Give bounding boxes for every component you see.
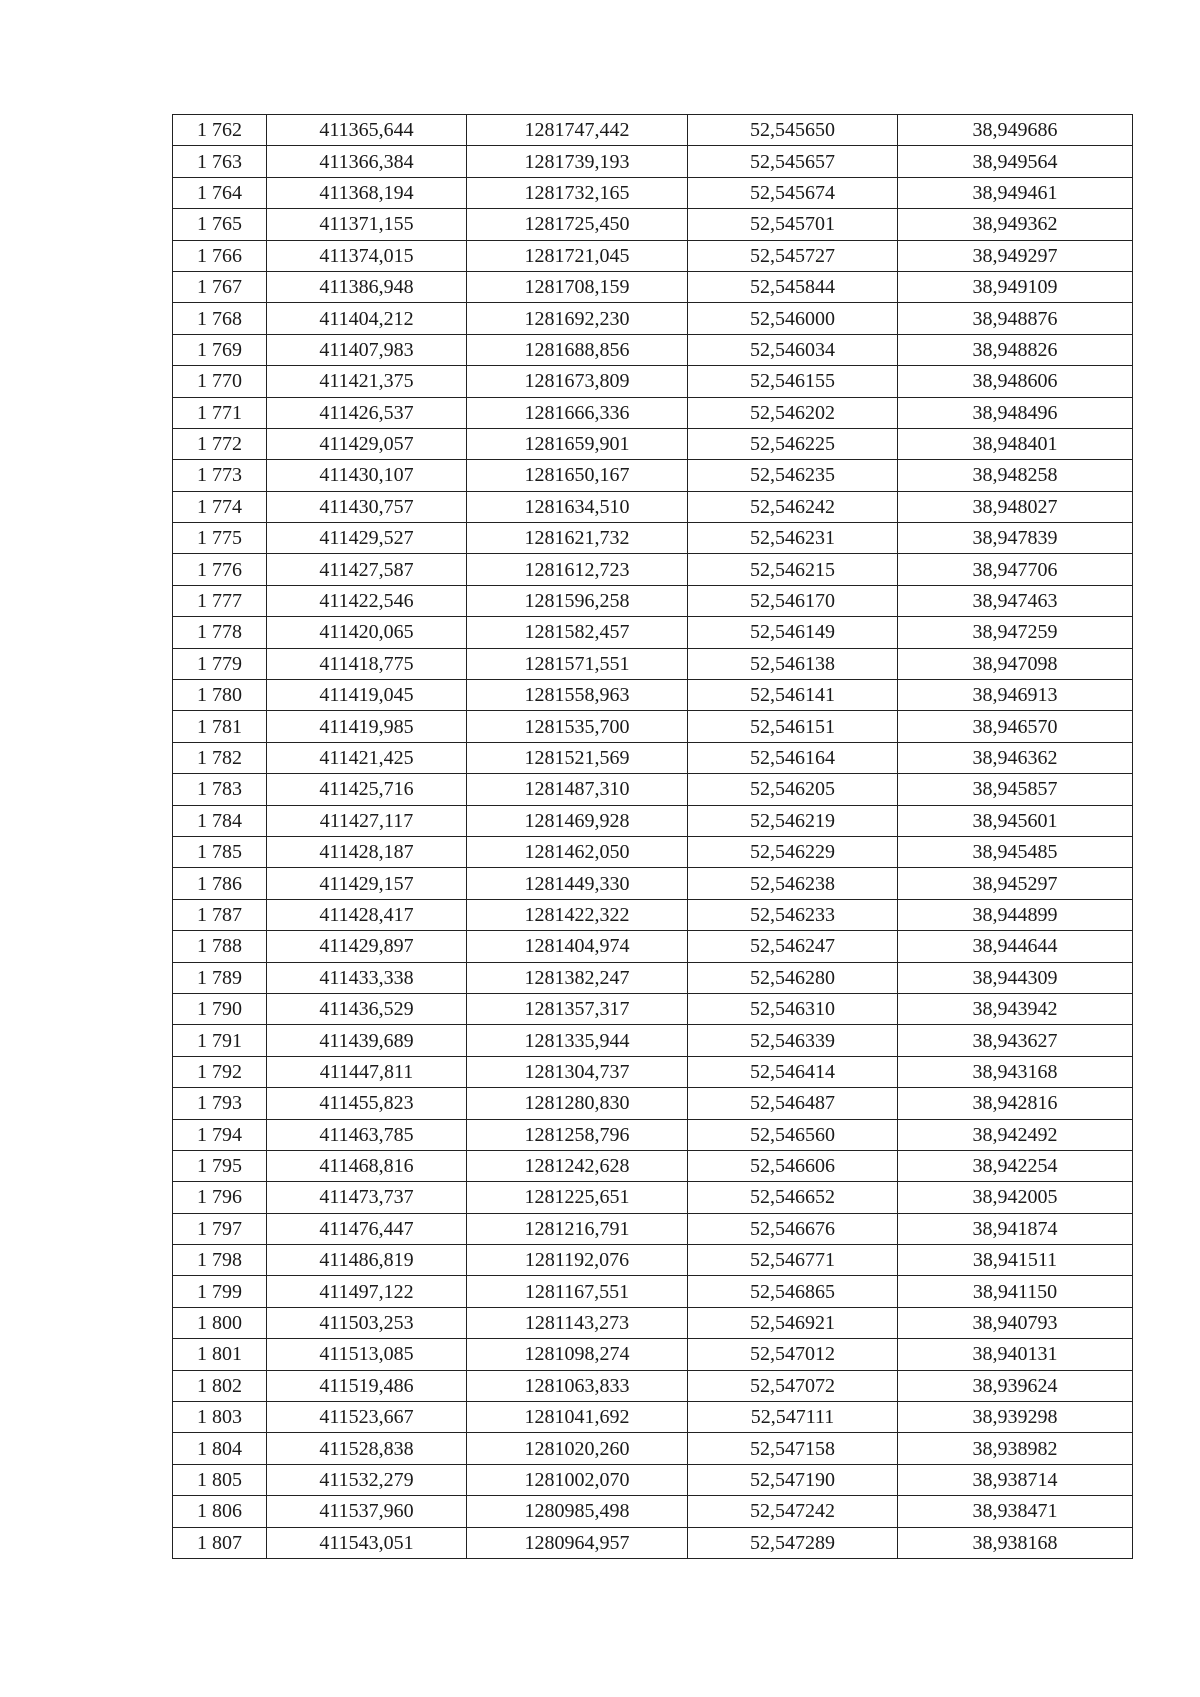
y-coordinate-cell: 1280985,498 <box>467 1496 688 1527</box>
table-row <box>173 1339 1133 1370</box>
table-row <box>173 366 1133 397</box>
coordinates-table-body <box>173 115 1133 1559</box>
x-coordinate-cell: 411436,529 <box>267 993 467 1024</box>
x-coordinate-cell: 411468,816 <box>267 1150 467 1181</box>
table-row <box>173 585 1133 616</box>
latitude-cell: 52,546487 <box>688 1088 898 1119</box>
y-coordinate-cell: 1281020,260 <box>467 1433 688 1464</box>
y-coordinate-cell: 1281216,791 <box>467 1213 688 1244</box>
x-coordinate-cell: 411519,486 <box>267 1370 467 1401</box>
x-coordinate-cell: 411429,897 <box>267 931 467 962</box>
x-coordinate-cell: 411532,279 <box>267 1464 467 1495</box>
longitude-cell: 38,947098 <box>898 648 1133 679</box>
table-row <box>173 648 1133 679</box>
longitude-cell: 38,942816 <box>898 1088 1133 1119</box>
table-row <box>173 1182 1133 1213</box>
y-coordinate-cell: 1281732,165 <box>467 177 688 208</box>
point-number-cell: 1 806 <box>173 1496 267 1527</box>
y-coordinate-cell: 1281192,076 <box>467 1245 688 1276</box>
longitude-cell: 38,942492 <box>898 1119 1133 1150</box>
longitude-cell: 38,945485 <box>898 836 1133 867</box>
x-coordinate-cell: 411473,737 <box>267 1182 467 1213</box>
latitude-cell: 52,546170 <box>688 585 898 616</box>
y-coordinate-cell: 1281708,159 <box>467 271 688 302</box>
y-coordinate-cell: 1281688,856 <box>467 334 688 365</box>
latitude-cell: 52,546225 <box>688 428 898 459</box>
point-number-cell: 1 777 <box>173 585 267 616</box>
x-coordinate-cell: 411463,785 <box>267 1119 467 1150</box>
point-number-cell: 1 797 <box>173 1213 267 1244</box>
table-row <box>173 1056 1133 1087</box>
table-row <box>173 1496 1133 1527</box>
longitude-cell: 38,941511 <box>898 1245 1133 1276</box>
x-coordinate-cell: 411433,338 <box>267 962 467 993</box>
x-coordinate-cell: 411447,811 <box>267 1056 467 1087</box>
point-number-cell: 1 765 <box>173 209 267 240</box>
point-number-cell: 1 774 <box>173 491 267 522</box>
latitude-cell: 52,545701 <box>688 209 898 240</box>
point-number-cell: 1 800 <box>173 1307 267 1338</box>
x-coordinate-cell: 411427,587 <box>267 554 467 585</box>
x-coordinate-cell: 411537,960 <box>267 1496 467 1527</box>
y-coordinate-cell: 1281041,692 <box>467 1402 688 1433</box>
table-row <box>173 899 1133 930</box>
table-row <box>173 1464 1133 1495</box>
latitude-cell: 52,546000 <box>688 303 898 334</box>
longitude-cell: 38,948027 <box>898 491 1133 522</box>
table-row <box>173 334 1133 365</box>
point-number-cell: 1 770 <box>173 366 267 397</box>
point-number-cell: 1 768 <box>173 303 267 334</box>
x-coordinate-cell: 411386,948 <box>267 271 467 302</box>
point-number-cell: 1 764 <box>173 177 267 208</box>
longitude-cell: 38,946362 <box>898 742 1133 773</box>
x-coordinate-cell: 411513,085 <box>267 1339 467 1370</box>
point-number-cell: 1 776 <box>173 554 267 585</box>
table-row <box>173 1213 1133 1244</box>
longitude-cell: 38,948496 <box>898 397 1133 428</box>
table-row <box>173 1527 1133 1558</box>
point-number-cell: 1 782 <box>173 742 267 773</box>
longitude-cell: 38,945857 <box>898 774 1133 805</box>
point-number-cell: 1 785 <box>173 836 267 867</box>
table-row <box>173 271 1133 302</box>
y-coordinate-cell: 1281666,336 <box>467 397 688 428</box>
point-number-cell: 1 775 <box>173 523 267 554</box>
point-number-cell: 1 791 <box>173 1025 267 1056</box>
longitude-cell: 38,944309 <box>898 962 1133 993</box>
latitude-cell: 52,547242 <box>688 1496 898 1527</box>
x-coordinate-cell: 411486,819 <box>267 1245 467 1276</box>
table-row <box>173 1245 1133 1276</box>
x-coordinate-cell: 411428,187 <box>267 836 467 867</box>
x-coordinate-cell: 411503,253 <box>267 1307 467 1338</box>
longitude-cell: 38,943942 <box>898 993 1133 1024</box>
table-row <box>173 836 1133 867</box>
latitude-cell: 52,546414 <box>688 1056 898 1087</box>
latitude-cell: 52,546921 <box>688 1307 898 1338</box>
longitude-cell: 38,949109 <box>898 271 1133 302</box>
x-coordinate-cell: 411366,384 <box>267 146 467 177</box>
x-coordinate-cell: 411421,375 <box>267 366 467 397</box>
latitude-cell: 52,546676 <box>688 1213 898 1244</box>
latitude-cell: 52,546339 <box>688 1025 898 1056</box>
point-number-cell: 1 792 <box>173 1056 267 1087</box>
y-coordinate-cell: 1281098,274 <box>467 1339 688 1370</box>
longitude-cell: 38,948258 <box>898 460 1133 491</box>
table-row <box>173 1433 1133 1464</box>
latitude-cell: 52,546229 <box>688 836 898 867</box>
longitude-cell: 38,942005 <box>898 1182 1133 1213</box>
table-row <box>173 774 1133 805</box>
point-number-cell: 1 778 <box>173 617 267 648</box>
longitude-cell: 38,944899 <box>898 899 1133 930</box>
y-coordinate-cell: 1281721,045 <box>467 240 688 271</box>
longitude-cell: 38,942254 <box>898 1150 1133 1181</box>
latitude-cell: 52,547289 <box>688 1527 898 1558</box>
y-coordinate-cell: 1281673,809 <box>467 366 688 397</box>
y-coordinate-cell: 1281258,796 <box>467 1119 688 1150</box>
y-coordinate-cell: 1281462,050 <box>467 836 688 867</box>
table-row <box>173 146 1133 177</box>
latitude-cell: 52,546310 <box>688 993 898 1024</box>
latitude-cell: 52,546231 <box>688 523 898 554</box>
latitude-cell: 52,547111 <box>688 1402 898 1433</box>
point-number-cell: 1 801 <box>173 1339 267 1370</box>
table-row <box>173 711 1133 742</box>
table-row <box>173 868 1133 899</box>
point-number-cell: 1 773 <box>173 460 267 491</box>
point-number-cell: 1 803 <box>173 1402 267 1433</box>
point-number-cell: 1 771 <box>173 397 267 428</box>
table-row <box>173 1025 1133 1056</box>
longitude-cell: 38,948876 <box>898 303 1133 334</box>
latitude-cell: 52,546034 <box>688 334 898 365</box>
point-number-cell: 1 789 <box>173 962 267 993</box>
longitude-cell: 38,945601 <box>898 805 1133 836</box>
latitude-cell: 52,547158 <box>688 1433 898 1464</box>
latitude-cell: 52,546652 <box>688 1182 898 1213</box>
x-coordinate-cell: 411365,644 <box>267 115 467 146</box>
latitude-cell: 52,546560 <box>688 1119 898 1150</box>
point-number-cell: 1 804 <box>173 1433 267 1464</box>
table-row <box>173 240 1133 271</box>
x-coordinate-cell: 411497,122 <box>267 1276 467 1307</box>
longitude-cell: 38,946913 <box>898 680 1133 711</box>
y-coordinate-cell: 1281225,651 <box>467 1182 688 1213</box>
latitude-cell: 52,546771 <box>688 1245 898 1276</box>
table-row <box>173 742 1133 773</box>
x-coordinate-cell: 411429,527 <box>267 523 467 554</box>
x-coordinate-cell: 411428,417 <box>267 899 467 930</box>
y-coordinate-cell: 1281063,833 <box>467 1370 688 1401</box>
table-row <box>173 1307 1133 1338</box>
y-coordinate-cell: 1280964,957 <box>467 1527 688 1558</box>
latitude-cell: 52,546233 <box>688 899 898 930</box>
latitude-cell: 52,546151 <box>688 711 898 742</box>
longitude-cell: 38,948826 <box>898 334 1133 365</box>
latitude-cell: 52,546164 <box>688 742 898 773</box>
y-coordinate-cell: 1281725,450 <box>467 209 688 240</box>
longitude-cell: 38,940131 <box>898 1339 1133 1370</box>
longitude-cell: 38,949564 <box>898 146 1133 177</box>
x-coordinate-cell: 411422,546 <box>267 585 467 616</box>
longitude-cell: 38,949461 <box>898 177 1133 208</box>
table-row <box>173 1150 1133 1181</box>
latitude-cell: 52,546215 <box>688 554 898 585</box>
point-number-cell: 1 781 <box>173 711 267 742</box>
y-coordinate-cell: 1281558,963 <box>467 680 688 711</box>
latitude-cell: 52,546238 <box>688 868 898 899</box>
point-number-cell: 1 784 <box>173 805 267 836</box>
point-number-cell: 1 769 <box>173 334 267 365</box>
x-coordinate-cell: 411418,775 <box>267 648 467 679</box>
point-number-cell: 1 779 <box>173 648 267 679</box>
coordinates-table <box>172 114 1133 1559</box>
longitude-cell: 38,938168 <box>898 1527 1133 1558</box>
point-number-cell: 1 798 <box>173 1245 267 1276</box>
longitude-cell: 38,938714 <box>898 1464 1133 1495</box>
longitude-cell: 38,939624 <box>898 1370 1133 1401</box>
longitude-cell: 38,949362 <box>898 209 1133 240</box>
table-row <box>173 460 1133 491</box>
table-row <box>173 805 1133 836</box>
x-coordinate-cell: 411425,716 <box>267 774 467 805</box>
longitude-cell: 38,944644 <box>898 931 1133 962</box>
x-coordinate-cell: 411528,838 <box>267 1433 467 1464</box>
x-coordinate-cell: 411429,057 <box>267 428 467 459</box>
table-row <box>173 1370 1133 1401</box>
point-number-cell: 1 787 <box>173 899 267 930</box>
y-coordinate-cell: 1281242,628 <box>467 1150 688 1181</box>
table-row <box>173 397 1133 428</box>
y-coordinate-cell: 1281659,901 <box>467 428 688 459</box>
x-coordinate-cell: 411523,667 <box>267 1402 467 1433</box>
point-number-cell: 1 799 <box>173 1276 267 1307</box>
latitude-cell: 52,545650 <box>688 115 898 146</box>
y-coordinate-cell: 1281422,322 <box>467 899 688 930</box>
table-row <box>173 428 1133 459</box>
y-coordinate-cell: 1281571,551 <box>467 648 688 679</box>
point-number-cell: 1 762 <box>173 115 267 146</box>
y-coordinate-cell: 1281692,230 <box>467 303 688 334</box>
y-coordinate-cell: 1281357,317 <box>467 993 688 1024</box>
x-coordinate-cell: 411404,212 <box>267 303 467 334</box>
longitude-cell: 38,948606 <box>898 366 1133 397</box>
point-number-cell: 1 795 <box>173 1150 267 1181</box>
x-coordinate-cell: 411430,107 <box>267 460 467 491</box>
x-coordinate-cell: 411368,194 <box>267 177 467 208</box>
table-row <box>173 303 1133 334</box>
table-row <box>173 115 1133 146</box>
point-number-cell: 1 780 <box>173 680 267 711</box>
latitude-cell: 52,546865 <box>688 1276 898 1307</box>
longitude-cell: 38,938982 <box>898 1433 1133 1464</box>
x-coordinate-cell: 411419,045 <box>267 680 467 711</box>
table-row <box>173 680 1133 711</box>
table-row <box>173 554 1133 585</box>
table-row <box>173 523 1133 554</box>
y-coordinate-cell: 1281582,457 <box>467 617 688 648</box>
latitude-cell: 52,546138 <box>688 648 898 679</box>
y-coordinate-cell: 1281002,070 <box>467 1464 688 1495</box>
table-row <box>173 993 1133 1024</box>
latitude-cell: 52,545674 <box>688 177 898 208</box>
x-coordinate-cell: 411371,155 <box>267 209 467 240</box>
x-coordinate-cell: 411420,065 <box>267 617 467 648</box>
y-coordinate-cell: 1281521,569 <box>467 742 688 773</box>
point-number-cell: 1 788 <box>173 931 267 962</box>
longitude-cell: 38,947706 <box>898 554 1133 585</box>
y-coordinate-cell: 1281382,247 <box>467 962 688 993</box>
x-coordinate-cell: 411419,985 <box>267 711 467 742</box>
y-coordinate-cell: 1281621,732 <box>467 523 688 554</box>
latitude-cell: 52,547012 <box>688 1339 898 1370</box>
point-number-cell: 1 790 <box>173 993 267 1024</box>
table-row <box>173 1276 1133 1307</box>
point-number-cell: 1 763 <box>173 146 267 177</box>
latitude-cell: 52,546235 <box>688 460 898 491</box>
latitude-cell: 52,546247 <box>688 931 898 962</box>
longitude-cell: 38,941874 <box>898 1213 1133 1244</box>
point-number-cell: 1 767 <box>173 271 267 302</box>
point-number-cell: 1 783 <box>173 774 267 805</box>
x-coordinate-cell: 411543,051 <box>267 1527 467 1558</box>
table-row <box>173 1119 1133 1150</box>
latitude-cell: 52,546219 <box>688 805 898 836</box>
latitude-cell: 52,546280 <box>688 962 898 993</box>
y-coordinate-cell: 1281469,928 <box>467 805 688 836</box>
point-number-cell: 1 766 <box>173 240 267 271</box>
y-coordinate-cell: 1281335,944 <box>467 1025 688 1056</box>
x-coordinate-cell: 411439,689 <box>267 1025 467 1056</box>
longitude-cell: 38,947463 <box>898 585 1133 616</box>
latitude-cell: 52,546242 <box>688 491 898 522</box>
longitude-cell: 38,938471 <box>898 1496 1133 1527</box>
latitude-cell: 52,547072 <box>688 1370 898 1401</box>
y-coordinate-cell: 1281304,737 <box>467 1056 688 1087</box>
x-coordinate-cell: 411407,983 <box>267 334 467 365</box>
table-row <box>173 617 1133 648</box>
y-coordinate-cell: 1281167,551 <box>467 1276 688 1307</box>
point-number-cell: 1 796 <box>173 1182 267 1213</box>
x-coordinate-cell: 411421,425 <box>267 742 467 773</box>
x-coordinate-cell: 411430,757 <box>267 491 467 522</box>
latitude-cell: 52,546155 <box>688 366 898 397</box>
x-coordinate-cell: 411455,823 <box>267 1088 467 1119</box>
y-coordinate-cell: 1281612,723 <box>467 554 688 585</box>
point-number-cell: 1 793 <box>173 1088 267 1119</box>
longitude-cell: 38,948401 <box>898 428 1133 459</box>
longitude-cell: 38,940793 <box>898 1307 1133 1338</box>
longitude-cell: 38,943627 <box>898 1025 1133 1056</box>
latitude-cell: 52,546606 <box>688 1150 898 1181</box>
y-coordinate-cell: 1281747,442 <box>467 115 688 146</box>
latitude-cell: 52,546141 <box>688 680 898 711</box>
point-number-cell: 1 786 <box>173 868 267 899</box>
y-coordinate-cell: 1281280,830 <box>467 1088 688 1119</box>
y-coordinate-cell: 1281739,193 <box>467 146 688 177</box>
table-row <box>173 931 1133 962</box>
x-coordinate-cell: 411374,015 <box>267 240 467 271</box>
longitude-cell: 38,943168 <box>898 1056 1133 1087</box>
x-coordinate-cell: 411426,537 <box>267 397 467 428</box>
longitude-cell: 38,946570 <box>898 711 1133 742</box>
table-row <box>173 962 1133 993</box>
y-coordinate-cell: 1281404,974 <box>467 931 688 962</box>
table-row <box>173 491 1133 522</box>
latitude-cell: 52,545844 <box>688 271 898 302</box>
longitude-cell: 38,947259 <box>898 617 1133 648</box>
y-coordinate-cell: 1281535,700 <box>467 711 688 742</box>
latitude-cell: 52,545727 <box>688 240 898 271</box>
latitude-cell: 52,546149 <box>688 617 898 648</box>
longitude-cell: 38,949297 <box>898 240 1133 271</box>
longitude-cell: 38,947839 <box>898 523 1133 554</box>
y-coordinate-cell: 1281634,510 <box>467 491 688 522</box>
x-coordinate-cell: 411427,117 <box>267 805 467 836</box>
latitude-cell: 52,546205 <box>688 774 898 805</box>
latitude-cell: 52,546202 <box>688 397 898 428</box>
y-coordinate-cell: 1281487,310 <box>467 774 688 805</box>
latitude-cell: 52,547190 <box>688 1464 898 1495</box>
longitude-cell: 38,945297 <box>898 868 1133 899</box>
longitude-cell: 38,941150 <box>898 1276 1133 1307</box>
table-row <box>173 177 1133 208</box>
y-coordinate-cell: 1281650,167 <box>467 460 688 491</box>
latitude-cell: 52,545657 <box>688 146 898 177</box>
table-row <box>173 1088 1133 1119</box>
longitude-cell: 38,949686 <box>898 115 1133 146</box>
point-number-cell: 1 805 <box>173 1464 267 1495</box>
y-coordinate-cell: 1281143,273 <box>467 1307 688 1338</box>
point-number-cell: 1 772 <box>173 428 267 459</box>
point-number-cell: 1 794 <box>173 1119 267 1150</box>
y-coordinate-cell: 1281596,258 <box>467 585 688 616</box>
y-coordinate-cell: 1281449,330 <box>467 868 688 899</box>
table-row <box>173 209 1133 240</box>
x-coordinate-cell: 411476,447 <box>267 1213 467 1244</box>
table-row <box>173 1402 1133 1433</box>
x-coordinate-cell: 411429,157 <box>267 868 467 899</box>
point-number-cell: 1 807 <box>173 1527 267 1558</box>
point-number-cell: 1 802 <box>173 1370 267 1401</box>
longitude-cell: 38,939298 <box>898 1402 1133 1433</box>
